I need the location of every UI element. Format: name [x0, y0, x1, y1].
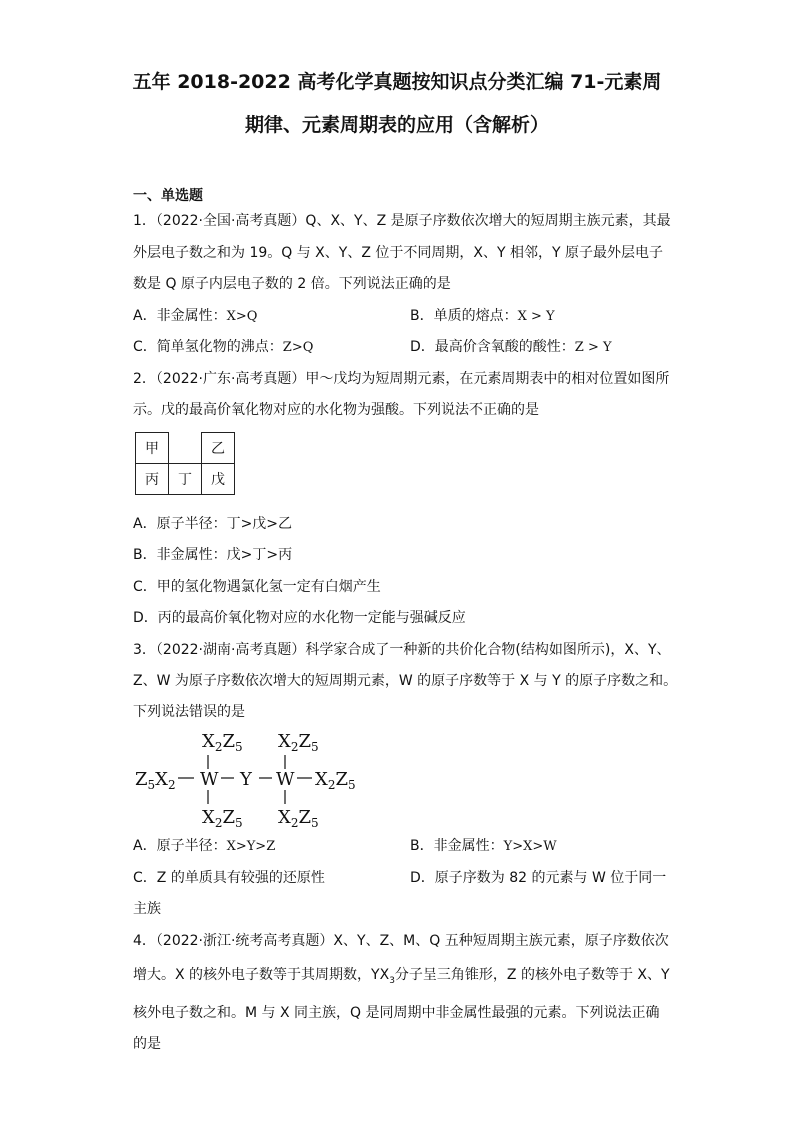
q1-option-a: [133, 307, 257, 326]
bottom-left-group: $X_2Z_5$: [202, 807, 243, 830]
section-heading: 一、单选题: [133, 188, 203, 204]
q3-text-line-3: 下列说法错误的是: [133, 704, 245, 720]
q2-option-c: C．甲的氢化物遇氯化氢一定有白烟产生: [133, 579, 381, 595]
atom-w-left: W: [200, 769, 219, 790]
q1-option-b-value: X > Y: [517, 309, 555, 324]
left-terminal-group: $Z_5X_2$: [135, 769, 176, 792]
q4-text-line-2-b: 分子呈三角锥形，Z 的核外电子数等于 X、Y: [394, 967, 670, 983]
q4-text-line-1: 4．（2022·浙江·统考高考真题）X、Y、Z、M、Q 五种短周期主族元素，原子序数依次: [133, 933, 669, 949]
q2-option-a: A．原子半径：丁>戊>乙: [133, 516, 293, 532]
atom-y: Y: [240, 769, 252, 790]
q1-option-c-value: Z>Q: [282, 340, 314, 355]
periodic-table-fragment: [135, 432, 235, 495]
atom-w-right: W: [276, 769, 295, 790]
q1-option-d-label: D．最高价含氧酸的酸性：: [410, 339, 575, 355]
structural-formula: [130, 727, 370, 831]
q3-text-line-2: Z、W 为原子序数依次增大的短周期元素，W 的原子序数等于 X 与 Y 的原子序数之和。: [133, 673, 678, 689]
q1-option-b: [410, 307, 555, 326]
q2-option-d: D．丙的最高价氧化物对应的水化物一定能与强碱反应: [133, 610, 466, 626]
cell-empty: [169, 433, 202, 464]
q3-option-d: D．原子序数为 82 的元素与 W 位于同一: [410, 870, 667, 886]
top-left-group: $X_2Z_5$: [202, 731, 243, 754]
q1-text-line-1: 1．（2022·全国·高考真题）Q、X、Y、Z 是原子序数依次增大的短周期主族元素，其最: [133, 213, 671, 229]
q4-subscript: 3: [389, 975, 395, 986]
q3-option-d-continuation: 主族: [133, 901, 161, 917]
document-title-line-1: 五年 2018-2022 高考化学真题按知识点分类汇编 71-元素周: [132, 71, 662, 93]
q1-option-d-value: Z > Y: [574, 340, 612, 355]
cell-jia: 甲: [136, 433, 169, 464]
q1-option-b-label: B．单质的熔点：: [410, 308, 518, 324]
q2-text-line-1: 2．（2022·广东·高考真题）甲～戊均为短周期元素，在元素周期表中的相对位置如图所: [133, 371, 670, 387]
q3-text-line-1: 3．（2022·湖南·高考真题）科学家合成了一种新的共价化合物(结构如图所示)，X、Y、: [133, 642, 671, 658]
q3-option-a: [133, 837, 275, 856]
q3-option-c: C．Z 的单质具有较强的还原性: [133, 870, 325, 886]
cell-wu: 戊: [202, 464, 235, 495]
q3-option-a-label: A．原子半径：: [133, 838, 227, 854]
q3-option-b-label: B．非金属性：: [410, 838, 504, 854]
q1-text-line-3: 数是 Q 原子内层电子数的 2 倍。下列说法正确的是: [133, 276, 451, 292]
q1-option-c-label: C．简单氢化物的沸点：: [133, 339, 283, 355]
q1-text-line-2: 外层电子数之和为 19。Q 与 X、Y、Z 位于不同周期，X、Y 相邻，Y 原子最外层电子: [133, 245, 663, 261]
q1-option-c: [133, 338, 313, 357]
q2-option-b: B．非金属性：戊>丁>丙: [133, 547, 293, 563]
right-terminal-group: $X_2Z_5$: [315, 769, 356, 792]
q4-text-line-3: 核外电子数之和。M 与 X 同主族，Q 是同周期中非金属性最强的元素。下列说法正确: [133, 1005, 660, 1021]
q1-option-d: [410, 338, 612, 357]
q2-text-line-2: 示。戊的最高价氧化物对应的水化物为强酸。下列说法不正确的是: [133, 402, 539, 418]
top-right-group: $X_2Z_5$: [278, 731, 319, 754]
cell-bing: 丙: [136, 464, 169, 495]
cell-yi: 乙: [202, 433, 235, 464]
document-title-line-2: 期律、元素周期表的应用（含解析）: [244, 114, 549, 136]
q3-option-b: [410, 837, 557, 856]
q3-option-b-value: Y>X>W: [503, 839, 557, 854]
cell-ding: 丁: [169, 464, 202, 495]
q4-text-line-2-a: 增大。X 的核外电子数等于其周期数，YX: [133, 967, 390, 983]
bottom-right-group: $X_2Z_5$: [278, 807, 319, 830]
q4-text-line-2: [133, 966, 670, 990]
q4-text-line-4: 的是: [133, 1036, 161, 1052]
q1-option-a-value: X>Q: [226, 309, 258, 324]
q1-option-a-label: A．非金属性：: [133, 308, 227, 324]
q3-option-a-value: X>Y>Z: [226, 839, 276, 854]
